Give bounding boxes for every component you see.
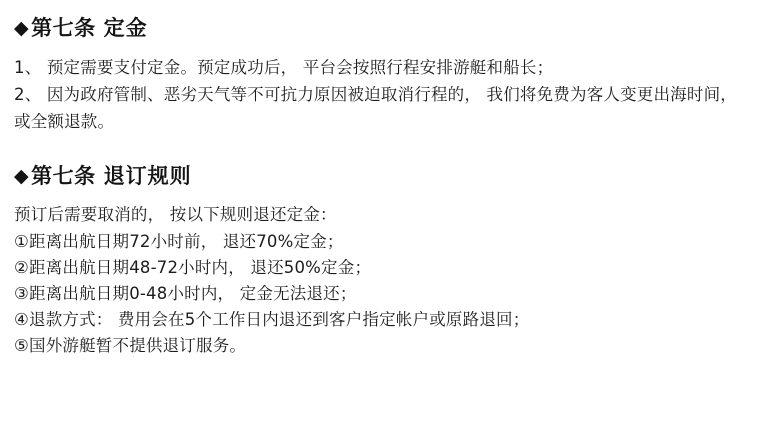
section-deposit-heading (14, 14, 756, 43)
section-cancellation-title: 退订规则 (103, 163, 192, 188)
cancellation-rule-1: ①距离出航日期72小时前， 退还70%定金； (14, 232, 344, 252)
section-cancellation-number: 第七条 (31, 163, 96, 188)
cancellation-rule-3: ③距离出航日期0-48小时内， 定金无法退还； (14, 283, 357, 303)
deposit-paragraph-2: 2、 因为政府管制、恶劣天气等不可抗力原因被迫取消行程的， 我们将免费为客人变更出海时间， 或全额退款。 (14, 85, 737, 132)
section-deposit (14, 14, 756, 136)
cancellation-rule-2: ②距离出航日期48-72小时内， 退还50%定金； (14, 258, 372, 278)
section-spacer (14, 136, 756, 156)
diamond-marker-icon: ◆ (14, 164, 30, 187)
section-deposit-number: 第七条 (31, 16, 96, 40)
deposit-paragraph-1: 1、 预定需要支付定金。预定成功后， 平台会按照行程安排游艇和船长； (14, 57, 554, 77)
cancellation-rule-4: ④退款方式： 费用会在5个工作日内退还到客户指定帐户或原路退回； (14, 309, 530, 329)
section-cancellation-body (14, 202, 756, 358)
diamond-marker-icon: ◆ (14, 17, 30, 39)
section-cancellation (14, 162, 756, 359)
section-cancellation-heading (14, 162, 756, 191)
section-deposit-title: 定金 (103, 16, 148, 40)
cancellation-intro: 预订后需要取消的， 按以下规则退还定金： (14, 205, 337, 225)
cancellation-rule-5: ⑤国外游艇暂不提供退订服务。 (14, 335, 247, 355)
section-deposit-body (14, 55, 756, 136)
